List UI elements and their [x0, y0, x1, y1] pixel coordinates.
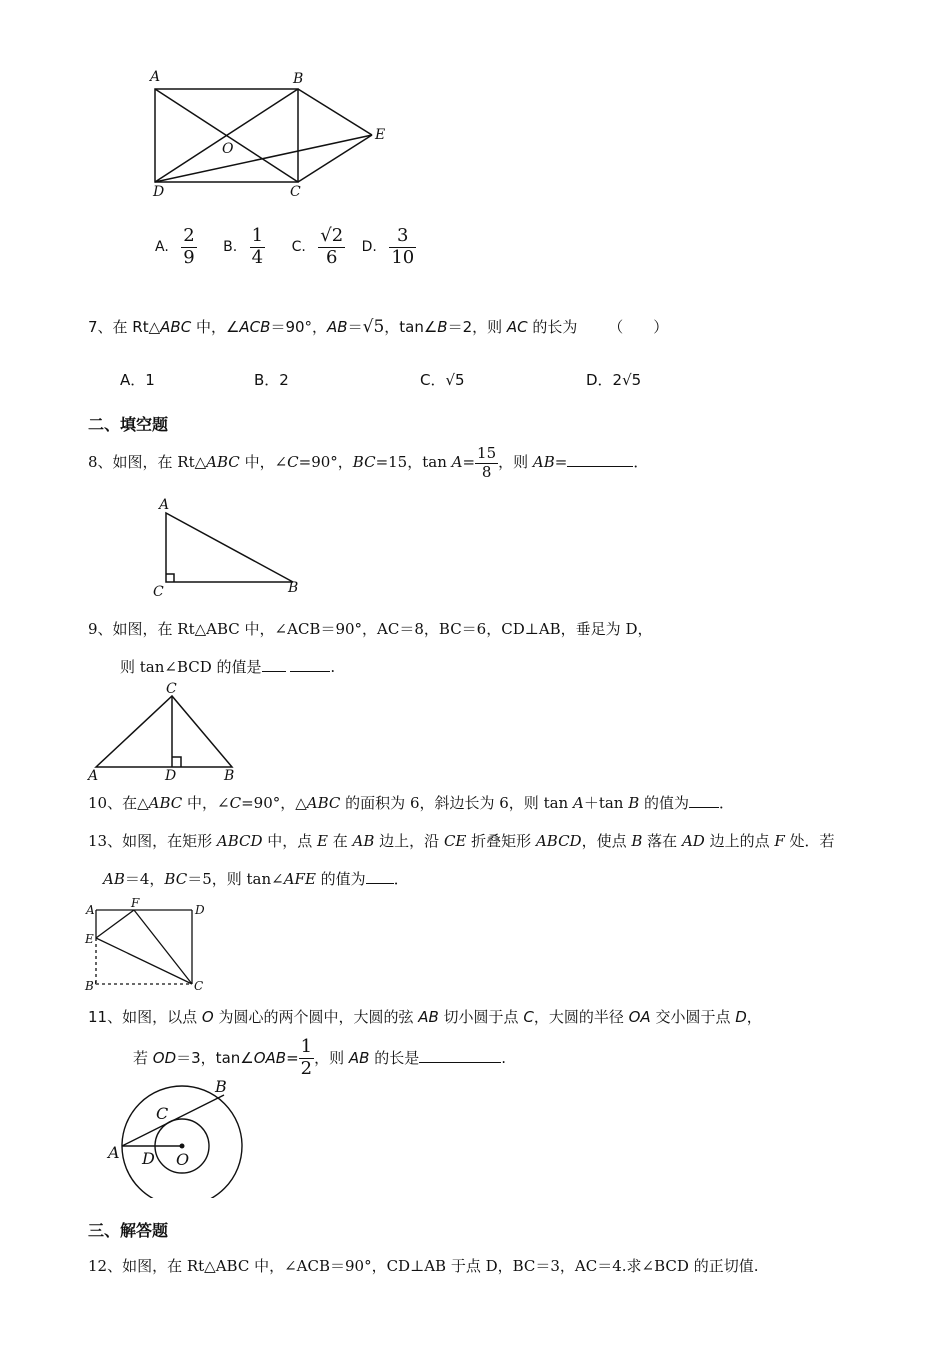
q6-option-b[interactable]: B. $\frac{1}{4}$: [223, 225, 264, 268]
label-c: C: [290, 184, 301, 200]
q6-option-a[interactable]: A. $\frac{2}{9}$: [155, 225, 195, 268]
q6-option-c[interactable]: C. $\frac{√2}{6}$: [291, 225, 344, 268]
label-c: C: [153, 584, 164, 599]
label-o: O: [176, 1150, 190, 1169]
label-e: E: [375, 127, 386, 143]
q7-option-a[interactable]: A．1: [120, 371, 155, 389]
question-9-line1: 9、如图，在 Rt△ABC 中，∠ACB＝90°，AC＝8，BC＝6，CD⊥AB，垂足为 D，: [88, 620, 653, 638]
label-f: F: [131, 896, 140, 910]
label-a: A: [88, 768, 99, 784]
label-a: A: [86, 903, 95, 917]
label-b-prime: B': [85, 979, 98, 993]
q7-option-c[interactable]: C．√5: [420, 371, 465, 389]
label-b: B: [224, 768, 235, 784]
label-c: C: [156, 1104, 169, 1123]
label-b: B: [288, 580, 299, 596]
label-a: A: [150, 69, 161, 85]
question-10: 10、在△ABC 中，∠C=90°，△ABC 的面积为 6，斜边长为 6，则 tan A＋tan B 的值为 ．: [88, 794, 735, 812]
answer-blank[interactable]: [290, 657, 330, 672]
q7-option-d[interactable]: D．2√5: [586, 371, 642, 389]
question-8: 8、如图，在 Rt△ABC 中，∠C=90°，BC=15，tan A= $\frac{15}{8}$ ，则 AB= ．: [88, 444, 649, 481]
question-9-line2: 则 tan∠BCD 的值是 .: [120, 658, 336, 676]
figure-q9: [84, 680, 244, 785]
answer-blank[interactable]: [567, 452, 633, 467]
label-c: C: [194, 979, 204, 993]
figure-q6: [140, 65, 400, 200]
label-d: D: [195, 903, 205, 917]
question-13-line1: 13、如图，在矩形 ABCD 中，点 E 在 AB 边上，沿 CE 折叠矩形 ABCD，使点 B 落在 AD 边上的点 F 处．若: [88, 832, 835, 850]
q7-option-b[interactable]: B．2: [254, 371, 289, 389]
label-c: C: [166, 681, 177, 697]
figure-q11: [100, 1078, 250, 1198]
label-d: D: [153, 184, 165, 200]
label-o: O: [222, 141, 234, 157]
q6-option-d[interactable]: D. $\frac{3}{10}$: [361, 225, 415, 268]
label-a: A: [108, 1143, 120, 1162]
question-12: 12、如图，在 Rt△ABC 中，∠ACB＝90°，CD⊥AB 于点 D，BC＝3，AC＝4.求∠BCD 的正切值.: [88, 1257, 759, 1275]
figure-q8: [150, 494, 310, 599]
answer-blank[interactable]: [262, 657, 286, 672]
section-title-2: 二、填空题: [88, 415, 169, 434]
question-11-line1: 11、如图，以点 O 为圆心的两个圆中，大圆的弦 AB 切小圆于点 C，大圆的半径 OA 交小圆于点 D，: [88, 1008, 762, 1026]
section-title-3: 三、解答题: [88, 1221, 169, 1240]
q6-options: [155, 226, 416, 268]
question-13-line2: AB＝4，BC＝5，则 tan∠AFE 的值为 ．: [103, 870, 409, 888]
answer-blank[interactable]: [366, 869, 394, 884]
label-d: D: [142, 1149, 155, 1168]
answer-paren: （ ）: [608, 318, 669, 336]
label-d: D: [165, 768, 177, 784]
label-b: B: [293, 71, 304, 87]
label-a: A: [159, 497, 170, 513]
figure-q13: [82, 896, 212, 996]
label-b: B: [215, 1078, 227, 1096]
label-e: E: [85, 932, 94, 946]
question-11-line2: 若 OD＝3，tan∠OAB= $\frac{1}{2}$ ，则 AB 的长是 .: [133, 1036, 507, 1079]
answer-blank[interactable]: [419, 1048, 501, 1063]
answer-blank[interactable]: [689, 793, 719, 808]
question-7: 7、在 Rt△ABC 中，∠ACB＝90°，AB＝√5，tan∠B＝2，则 AC 的长为 （ ）: [88, 317, 669, 337]
